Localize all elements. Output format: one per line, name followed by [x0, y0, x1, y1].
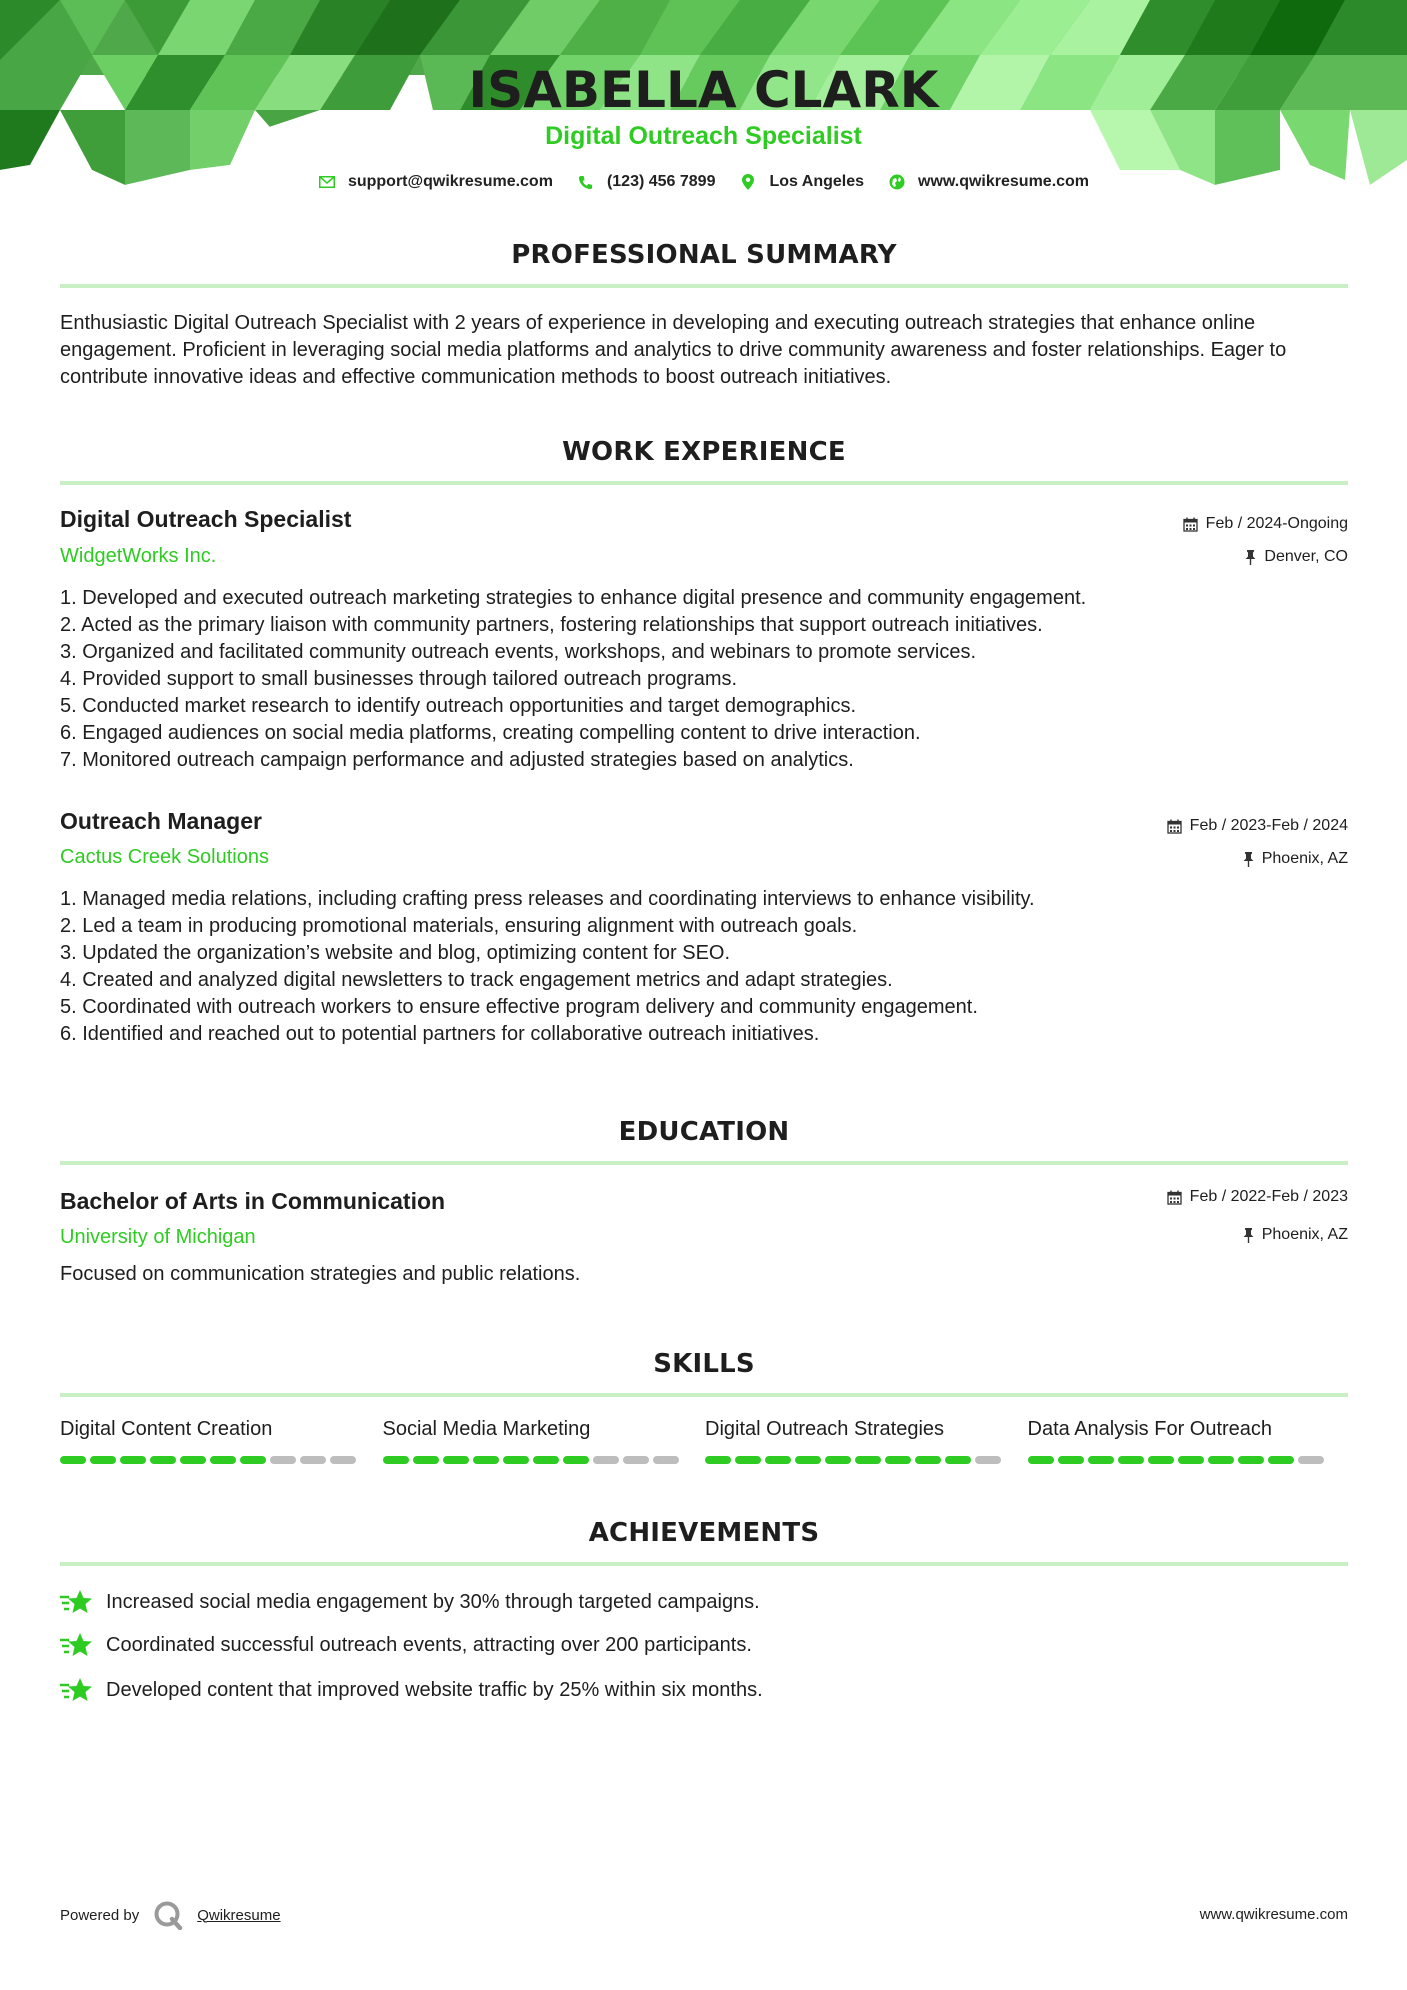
company-name: Cactus Creek Solutions [60, 846, 269, 868]
skill-segment-filled [533, 1456, 559, 1464]
skill-segment-filled [1208, 1456, 1234, 1464]
footer-website[interactable]: www.qwikresume.com [1199, 1906, 1348, 1923]
contact-phone[interactable] [577, 173, 716, 191]
skill-segment-filled [1178, 1456, 1204, 1464]
star-icon [60, 1588, 92, 1616]
skill-segment-empty [300, 1456, 326, 1464]
list-item: 2. Acted as the primary liaison with community partners, fostering relationships that support outreach initiatives. [60, 614, 1043, 636]
contact-email[interactable] [318, 173, 553, 191]
contact-bar [0, 173, 1407, 191]
skill-level-bar [1028, 1456, 1351, 1464]
qwikresume-logo-icon [153, 1900, 183, 1930]
skill-segment-filled [1268, 1456, 1294, 1464]
skill-segment-empty [330, 1456, 356, 1464]
achievement-text: Coordinated successful outreach events, attracting over 200 participants. [106, 1633, 752, 1656]
pushpin-icon [1245, 550, 1256, 565]
skill-segment-filled [945, 1456, 971, 1464]
list-item: 6. Engaged audiences on social media platforms, creating compelling content to drive interaction. [60, 722, 921, 744]
summary-heading: PROFESSIONAL SUMMARY [60, 240, 1348, 288]
skill-segment-filled [150, 1456, 176, 1464]
email-text: support@qwikresume.com [347, 173, 553, 190]
dates-text: Feb / 2023-Feb / 2024 [1189, 817, 1348, 834]
list-item: 1. Managed media relations, including crafting press releases and coordinating interviews to enhance visibility. [60, 888, 1035, 910]
globe-icon [888, 173, 906, 191]
job-location [1243, 850, 1348, 868]
skill-segment-empty [975, 1456, 1001, 1464]
achievement-item [60, 1588, 760, 1616]
skill-name: Digital Outreach Strategies [705, 1418, 945, 1440]
skill-level-bar [383, 1456, 706, 1464]
location-text: Phoenix, AZ [1261, 1226, 1348, 1243]
skill-segment-filled [413, 1456, 439, 1464]
list-item: 1. Developed and executed outreach marketing strategies to enhance digital presence and community engagement. [60, 587, 1087, 609]
skill-name: Digital Content Creation [60, 1418, 273, 1440]
skills-heading: SKILLS [60, 1349, 1348, 1397]
dates-text: Feb / 2022-Feb / 2023 [1189, 1188, 1348, 1205]
skill-segment-filled [503, 1456, 529, 1464]
summary-text: Enthusiastic Digital Outreach Specialist with 2 years of experience in developing and executing outreach strategies that enhance online engagement. Proficient in leveraging social media platforms and analytics to drive community awareness and foster relationships. Eager to contribute innovative ideas and effective communication methods to boost outreach initiatives. [60, 312, 1287, 388]
skill-segment-filled [795, 1456, 821, 1464]
skill-segment-filled [1028, 1456, 1054, 1464]
education-location [1243, 1226, 1348, 1244]
skills-list [60, 1418, 1350, 1464]
skill-segment-filled [1238, 1456, 1264, 1464]
skill-segment-filled [563, 1456, 589, 1464]
star-icon [60, 1631, 92, 1659]
list-item: 7. Monitored outreach campaign performance and adjusted strategies based on analytics. [60, 749, 854, 771]
dates-text: Feb / 2024-Ongoing [1205, 515, 1348, 532]
skill-segment-empty [623, 1456, 649, 1464]
location-text: Phoenix, AZ [1261, 850, 1348, 867]
skill-item [705, 1418, 1028, 1464]
skill-name: Data Analysis For Outreach [1027, 1418, 1273, 1440]
star-icon [60, 1676, 92, 1704]
skill-segment-filled [915, 1456, 941, 1464]
calendar-icon [1167, 1190, 1182, 1205]
skill-segment-filled [885, 1456, 911, 1464]
phone-icon [577, 173, 595, 191]
company-name: WidgetWorks Inc. [60, 545, 217, 567]
skill-item [60, 1418, 383, 1464]
skill-level-bar [705, 1456, 1028, 1464]
calendar-icon [1167, 819, 1182, 834]
calendar-icon [1183, 517, 1198, 532]
achievement-item [60, 1631, 752, 1659]
brand-link[interactable]: Qwikresume [197, 1906, 281, 1924]
skill-segment-filled [473, 1456, 499, 1464]
skill-segment-filled [443, 1456, 469, 1464]
list-item: 6. Identified and reached out to potential partners for collaborative outreach initiatives. [60, 1023, 820, 1045]
skill-segment-filled [855, 1456, 881, 1464]
skill-level-bar [60, 1456, 383, 1464]
skill-segment-empty [1298, 1456, 1324, 1464]
skill-segment-filled [765, 1456, 791, 1464]
contact-location [739, 173, 864, 191]
achievement-item [60, 1676, 763, 1704]
achievement-text: Developed content that improved website traffic by 25% within six months. [106, 1678, 763, 1701]
skill-segment-filled [1088, 1456, 1114, 1464]
list-item: 2. Led a team in producing promotional materials, ensuring alignment with outreach goals. [60, 915, 858, 937]
powered-by-label: Powered by [60, 1906, 140, 1924]
skill-segment-filled [210, 1456, 236, 1464]
job-dates [1183, 515, 1348, 533]
location-text: Denver, CO [1264, 548, 1348, 565]
skill-segment-filled [705, 1456, 731, 1464]
list-item: 5. Coordinated with outreach workers to ensure effective program delivery and community engagement. [60, 996, 978, 1018]
skill-segment-filled [1118, 1456, 1144, 1464]
list-item: 4. Created and analyzed digital newsletters to track engagement metrics and adapt strategies. [60, 969, 893, 991]
degree-title: Bachelor of Arts in Communication [60, 1188, 446, 1214]
pushpin-icon [1243, 852, 1254, 867]
job-bullets [60, 585, 1350, 774]
list-item: 4. Provided support to small businesses through tailored outreach programs. [60, 668, 738, 690]
education-dates [1167, 1188, 1348, 1206]
skill-segment-filled [60, 1456, 86, 1464]
pushpin-icon [1243, 1228, 1254, 1243]
skill-segment-filled [383, 1456, 409, 1464]
list-item: 3. Organized and facilitated community outreach events, workshops, and webinars to promote services. [60, 641, 977, 663]
skill-name: Social Media Marketing [382, 1418, 591, 1440]
skill-segment-filled [120, 1456, 146, 1464]
education-description: Focused on communication strategies and public relations. [60, 1263, 581, 1285]
job-title: Digital Outreach Specialist [60, 506, 352, 532]
candidate-title: Digital Outreach Specialist [545, 122, 862, 150]
school-name: University of Michigan [60, 1226, 256, 1248]
skill-segment-filled [825, 1456, 851, 1464]
achievement-text: Increased social media engagement by 30% through targeted campaigns. [106, 1590, 760, 1613]
job-dates [1167, 817, 1348, 835]
skill-segment-filled [180, 1456, 206, 1464]
skill-segment-empty [593, 1456, 619, 1464]
job-location [1245, 548, 1348, 566]
location-text: Los Angeles [769, 173, 865, 190]
achievements-heading: ACHIEVEMENTS [60, 1518, 1348, 1566]
footer-powered-by [60, 1900, 281, 1930]
skill-segment-filled [90, 1456, 116, 1464]
skill-segment-filled [735, 1456, 761, 1464]
skill-segment-filled [1148, 1456, 1174, 1464]
skill-item [1028, 1418, 1351, 1464]
experience-heading: WORK EXPERIENCE [60, 437, 1348, 485]
job-bullets [60, 886, 1350, 1048]
website-text: www.qwikresume.com [918, 173, 1090, 190]
contact-website[interactable] [888, 173, 1089, 191]
skill-segment-filled [240, 1456, 266, 1464]
skill-segment-empty [270, 1456, 296, 1464]
phone-text: (123) 456 7899 [606, 173, 716, 190]
envelope-icon [318, 173, 336, 191]
skill-segment-filled [1058, 1456, 1084, 1464]
list-item: 5. Conducted market research to identify outreach opportunities and target demographics. [60, 695, 857, 717]
job-title: Outreach Manager [60, 808, 262, 834]
education-heading: EDUCATION [60, 1117, 1348, 1165]
skill-item [383, 1418, 706, 1464]
map-pin-icon [739, 173, 757, 191]
candidate-name: ISABELLA CLARK [468, 61, 939, 119]
list-item: 3. Updated the organization’s website and blog, optimizing content for SEO. [60, 942, 731, 964]
skill-segment-empty [653, 1456, 679, 1464]
